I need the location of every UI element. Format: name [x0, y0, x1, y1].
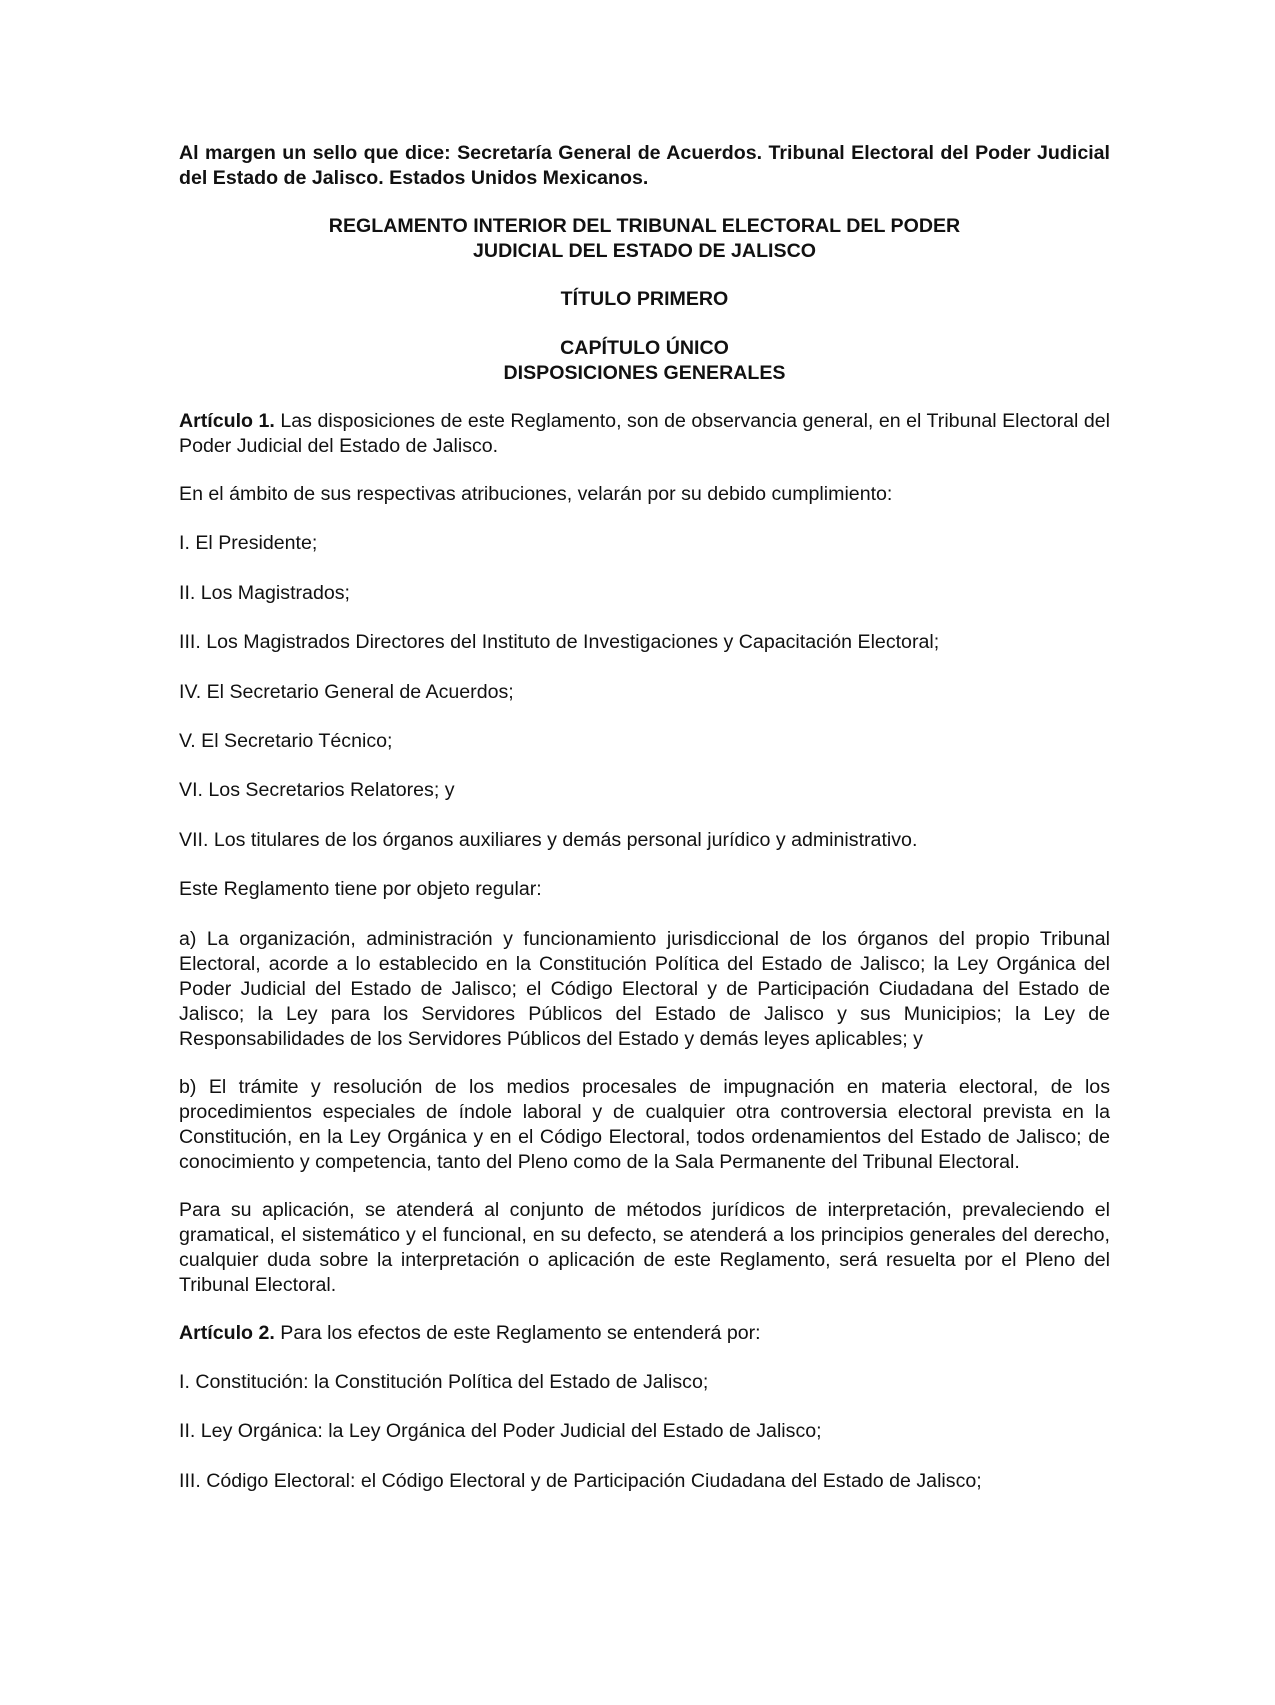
articulo-2-text: Para los efectos de este Reglamento se entenderá por: [274, 1321, 761, 1344]
articulo-1-item: I. El Presidente; [179, 532, 318, 555]
articulo-1-intro: En el ámbito de sus respectivas atribuciones, velarán por su debido cumplimiento: [179, 483, 893, 505]
articulo-1-aplicacion: Para su aplicación, se atenderá al conjunto de métodos jurídicos de interpretación, prevaleciendo el gramatical, el sistemático y el funcional, en su defecto, se atenderá a los principios generales del derecho, cualquier duda sobre la interpretación o aplicación de este Reglamento, será resuelta por el Pleno del Tribunal Electoral. [179, 1198, 1110, 1296]
heading-line-2: JUDICIAL DEL ESTADO DE JALISCO [473, 240, 816, 262]
capitulo-line-1: CAPÍTULO ÚNICO [560, 337, 729, 359]
articulo-2-item: I. Constitución: la Constitución Política del Estado de Jalisco; [179, 1370, 709, 1393]
titulo-heading: TÍTULO PRIMERO [560, 288, 729, 310]
articulo-1-item: II. Los Magistrados; [179, 581, 350, 604]
articulo-1-item: V. El Secretario Técnico; [179, 729, 393, 752]
articulo-1-item: VI. Los Secretarios Relatores; y [179, 779, 455, 802]
articulo-1-inciso-b: b) El trámite y resolución de los medios procesales de impugnación en materia electoral, de los procedimientos especiales de índole laboral y de cualquier otra controversia electoral prevista en la Constitución, en la Ley Orgánica y en el Código Electoral, todos ordenamientos del Estado de Jalisco; de conocimiento y competencia, tanto del Pleno como de la Sala Permanente del Tribunal Electoral. [179, 1075, 1110, 1173]
articulo-1-label: Artículo 1. [179, 410, 275, 432]
capitulo-line-2: DISPOSICIONES GENERALES [503, 362, 786, 384]
articulo-1-objeto: Este Reglamento tiene por objeto regular: [179, 878, 542, 901]
articulo-1-item: III. Los Magistrados Directores del Instituto de Investigaciones y Capacitación Electoral; [179, 631, 940, 654]
document-body [179, 141, 1110, 1518]
articulo-1-paragraph [179, 409, 1110, 459]
articulo-2-paragraph [179, 1321, 1110, 1346]
articulo-2-item: II. Ley Orgánica: la Ley Orgánica del Poder Judicial del Estado de Jalisco; [179, 1420, 822, 1443]
articulo-1-item: IV. El Secretario General de Acuerdos; [179, 680, 514, 703]
articulo-2-label: Artículo 2. [179, 1321, 275, 1344]
articulo-1-inciso-a: a) La organización, administración y funcionamiento jurisdiccional de los órganos del propio Tribunal Electoral, acorde a lo establecido en la Constitución Política del Estado de Jalisco; la Ley Orgánica del Poder Judicial del Estado de Jalisco; el Código Electoral y de Participación Ciudadana del Estado de Jalisco; la Ley para los Servidores Públicos del Estado de Jalisco y sus Municipios; la Ley de Responsabilidades de los Servidores Públicos del Estado y demás leyes aplicables; y [179, 927, 1110, 1050]
articulo-1-text: Las disposiciones de este Reglamento, son de observancia general, en el Tribunal Electoral del Poder Judicial del Estado de Jalisco. [179, 410, 1110, 457]
margin-note: Al margen un sello que dice: Secretaría General de Acuerdos. Tribunal Electoral del Poder Judicial del Estado de Jalisco. Estados Unidos Mexicanos. [179, 142, 1110, 189]
articulo-2-item: III. Código Electoral: el Código Electoral y de Participación Ciudadana del Estado de Jalisco; [179, 1469, 982, 1492]
heading-line-1: REGLAMENTO INTERIOR DEL TRIBUNAL ELECTORAL DEL PODER [328, 215, 961, 237]
articulo-1-item: VII. Los titulares de los órganos auxiliares y demás personal jurídico y administrativo. [179, 828, 918, 851]
